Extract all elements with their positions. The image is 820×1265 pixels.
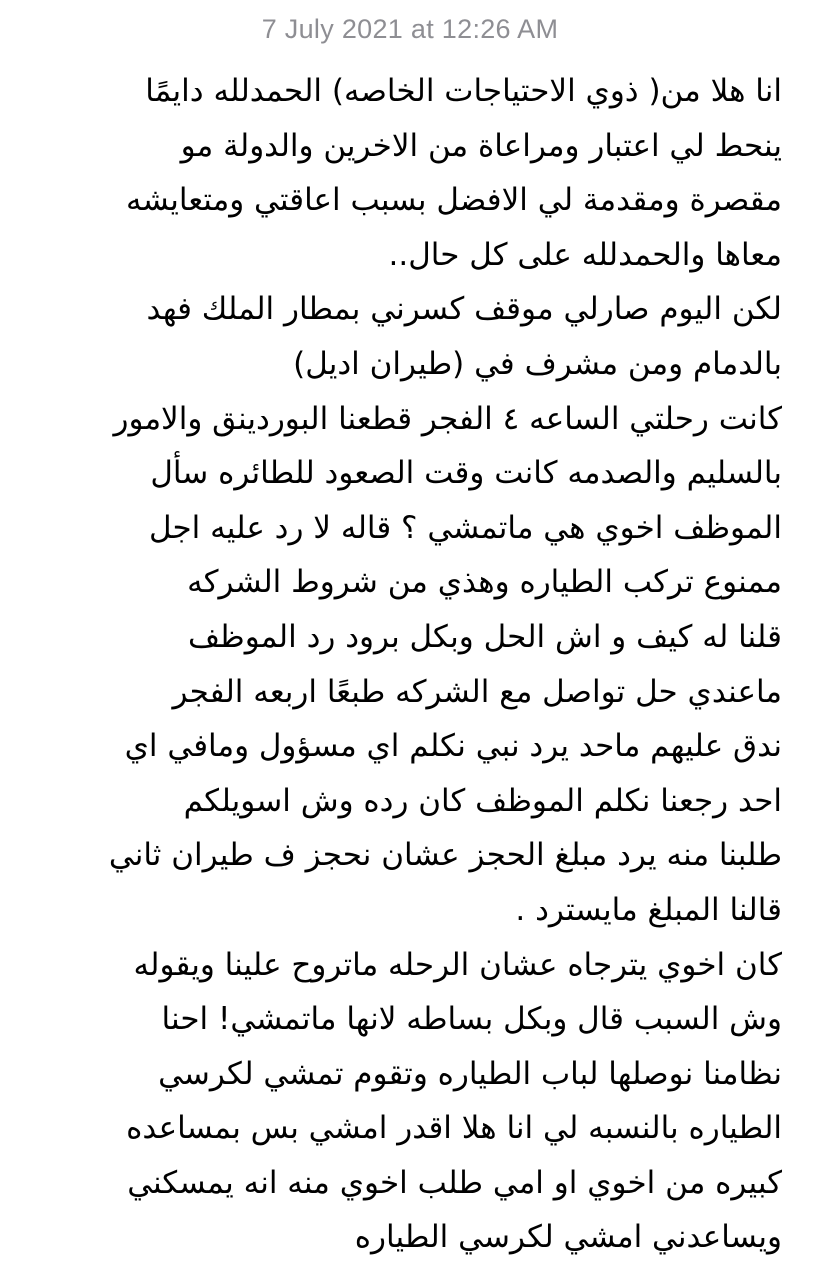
note-line: كبيره من اخوي او امي طلب اخوي منه انه يمسكني	[127, 1164, 782, 1201]
note-line: الطياره بالنسبه لي انا هلا اقدر امشي بس بمساعده	[126, 1110, 782, 1147]
note-line: وش السبب قال وبكل بساطه لانها ماتمشي! احنا	[161, 1001, 782, 1038]
note-line: بالدمام ومن مشرف في (طيران اديل)	[293, 345, 782, 382]
note-line: ندق عليهم ماحد يرد نبي نكلم اي مسؤول ومافي اي	[124, 728, 782, 765]
note-line: ممنوع تركب الطياره وهذي من شروط الشركه	[187, 564, 782, 601]
note-line: لكن اليوم صارلي موقف كسرني بمطار الملك فهد	[146, 291, 782, 328]
note-line: ويساعدني امشي لكرسي الطياره	[354, 1219, 782, 1256]
note-body[interactable]	[28, 64, 782, 1265]
note-line: قلنا له كيف و اش الحل وبكل برود رد الموظف	[187, 618, 782, 655]
note-line: ماعندي حل تواصل مع الشركه طبعًا اربعه الفجر	[172, 673, 782, 710]
note-line: الموظف اخوي هي ماتمشي ؟ قاله لا رد عليه اجل	[148, 509, 782, 546]
note-line: قالنا المبلغ مايسترد .	[515, 891, 782, 928]
note-line: ينحط لي اعتبار ومراعاة من الاخرين والدولة مو	[180, 127, 782, 164]
note-line: طلبنا منه يرد مبلغ الحجز عشان نحجز ف طيران ثاني	[108, 837, 782, 874]
note-line: مقصرة ومقدمة لي الافضل بسبب اعاقتي ومتعايشه	[125, 182, 782, 219]
note-line: معاها والحمدلله على كل حال..	[388, 236, 782, 273]
note-line: كانت رحلتي الساعه ٤ الفجر قطعنا البوردينق والامور	[113, 400, 782, 437]
note-line: بالسليم والصدمه كانت وقت الصعود للطائره سأل	[150, 455, 782, 492]
note-date: 7 July 2021 at 12:26 AM	[261, 14, 559, 44]
note-line: كان اخوي يترجاه عشان الرحله ماتروح علينا ويقوله	[133, 946, 782, 983]
note-line: انا هلا من( ذوي الاحتياجات الخاصه) الحمدلله دايمًا	[145, 73, 782, 109]
note-line: نظامنا نوصلها لباب الطياره وتقوم تمشي لكرسي	[158, 1055, 782, 1092]
note-line: احد رجعنا نكلم الموظف كان رده وش اسويلكم	[183, 782, 782, 819]
